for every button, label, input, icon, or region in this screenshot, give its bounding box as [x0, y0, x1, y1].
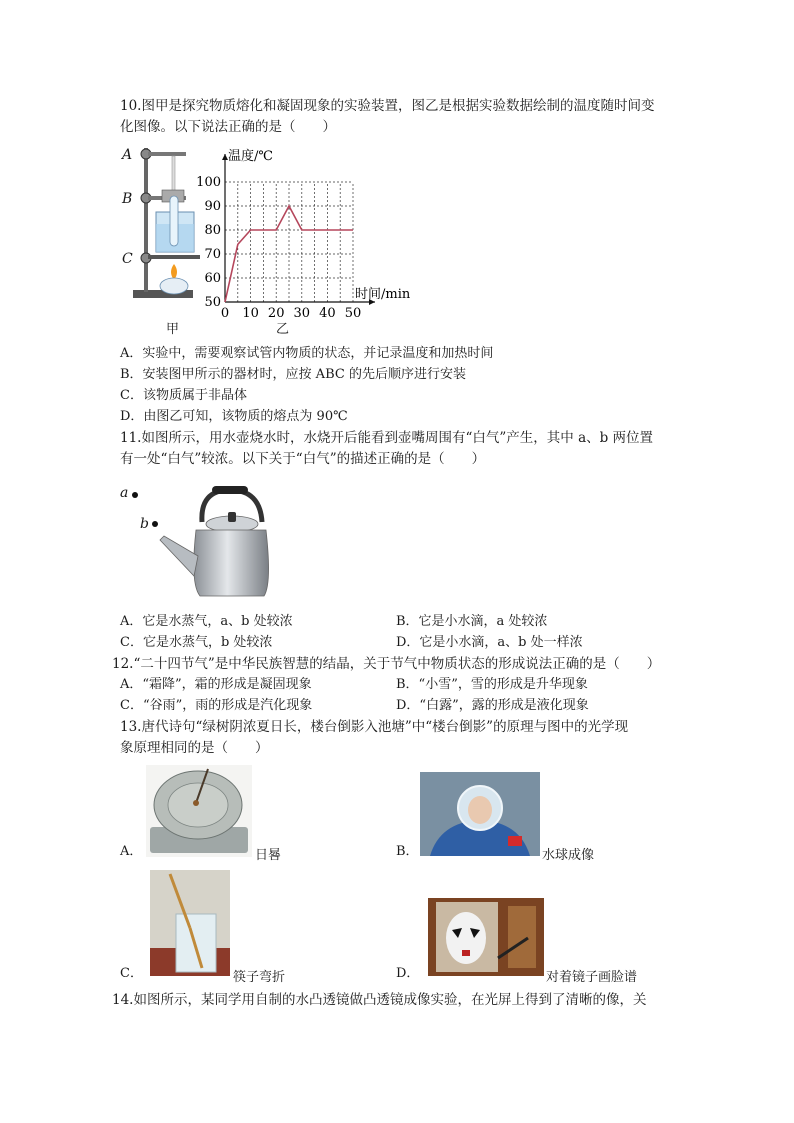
sundial-image[interactable]	[146, 765, 252, 857]
chopsticks-image[interactable]	[150, 870, 230, 976]
q10-stem-line1: 10.图甲是探究物质熔化和凝固现象的实验装置，图乙是根据实验数据绘制的温度随时间变	[120, 98, 655, 114]
x-axis-label: 时间/min	[355, 287, 411, 302]
chopsticks-caption: 筷子弯折	[233, 970, 286, 985]
q13-option-a-letter[interactable]: A．	[120, 844, 143, 859]
q12-option-d[interactable]: D．“白露”，露的形成是液化现象	[396, 698, 589, 713]
point-a-dot	[132, 492, 138, 498]
q10-option-d[interactable]: D．由图乙可知，该物质的熔点为 90℃	[120, 409, 348, 424]
temperature-chart	[195, 142, 425, 322]
sundial-caption: 日晷	[255, 848, 282, 863]
y-tick-label: 90	[204, 199, 221, 214]
q13-option-d-letter[interactable]: D．	[396, 966, 420, 981]
x-tick-label: 0	[220, 306, 230, 321]
y-tick-label: 50	[204, 295, 221, 310]
q13-option-b-letter[interactable]: B．	[396, 844, 419, 859]
water-ball-image[interactable]	[420, 772, 540, 856]
q13-option-c-letter[interactable]: C．	[120, 966, 143, 981]
q12-option-b[interactable]: B．“小雪”，雪的形成是升华现象	[396, 677, 588, 692]
water-ball-caption: 水球成像	[542, 848, 595, 863]
y-tick-label: 60	[204, 271, 221, 286]
label-a: A	[122, 147, 133, 163]
q12-stem: 12.“二十四节气”是中华民族智慧的结晶，关于节气中物质状态的形成说法正确的是（ ）	[112, 656, 661, 672]
y-axis-label: 温度/℃	[228, 149, 273, 164]
chopsticks-icon	[150, 870, 230, 976]
x-tick-label: 10	[242, 306, 259, 321]
kettle-icon	[150, 484, 270, 604]
q11-stem-line1: 11.如图所示，用水壶烧水时，水烧开后能看到壶嘴周围有“白气”产生，其中 a、b 两位置	[120, 430, 654, 446]
x-tick-label: 50	[344, 306, 362, 321]
mirror-painting-caption: 对着镜子画脸谱	[546, 970, 638, 985]
q10-stem-line2: 化图像。以下说法正确的是（ ）	[120, 119, 336, 135]
x-tick-label: 20	[267, 306, 285, 321]
point-b-label: b	[140, 516, 149, 532]
y-tick-label: 70	[204, 247, 221, 262]
point-a-label: a	[120, 485, 129, 501]
q13-stem-line2: 象原理相同的是（ ）	[120, 740, 269, 756]
mirror-painting-image[interactable]	[428, 898, 544, 976]
label-c: C	[122, 251, 133, 267]
q11-option-d[interactable]: D．它是小水滴，a、b 处一样浓	[396, 635, 583, 650]
q14-stem-line1: 14.如图所示，某同学用自制的水凸透镜做凸透镜成像实验，在光屏上得到了清晰的像，关	[112, 992, 647, 1008]
x-tick-label: 40	[319, 306, 336, 321]
q12-option-c[interactable]: C．“谷雨”，雨的形成是汽化现象	[120, 698, 313, 713]
q11-option-c[interactable]: C．它是水蒸气，b 处较浓	[120, 635, 273, 650]
apparatus-caption: 甲	[166, 322, 180, 337]
q11-option-a[interactable]: A．它是水蒸气，a、b 处较浓	[120, 614, 293, 629]
q10-option-c[interactable]: C．该物质属于非晶体	[120, 388, 247, 403]
q11-option-b[interactable]: B．它是小水滴，a 处较浓	[396, 614, 548, 629]
q11-stem-line2: 有一处“白气”较浓。以下关于“白气”的描述正确的是（ ）	[120, 451, 486, 467]
y-tick-label: 100	[196, 175, 221, 190]
y-tick-label: 80	[204, 223, 221, 238]
label-b: B	[122, 191, 133, 207]
kettle-image	[150, 484, 270, 604]
chart-caption: 乙	[276, 322, 290, 337]
mirror-painting-icon	[428, 898, 544, 976]
q10-option-b[interactable]: B．安装图甲所示的器材时，应按 ABC 的先后顺序进行安装	[120, 367, 466, 382]
sundial-icon	[146, 765, 252, 857]
q12-option-a[interactable]: A．“霜降”，霜的形成是凝固现象	[120, 677, 312, 692]
water-ball-icon	[420, 772, 540, 856]
x-tick-label: 30	[293, 306, 311, 321]
temperature-chart-svg	[195, 142, 425, 322]
q13-stem-line1: 13.唐代诗句“绿树阴浓夏日长，楼台倒影入池塘”中“楼台倒影”的原理与图中的光学现	[120, 719, 629, 735]
q10-option-a[interactable]: A．实验中，需要观察试管内物质的状态，并记录温度和加热时间	[120, 346, 494, 361]
